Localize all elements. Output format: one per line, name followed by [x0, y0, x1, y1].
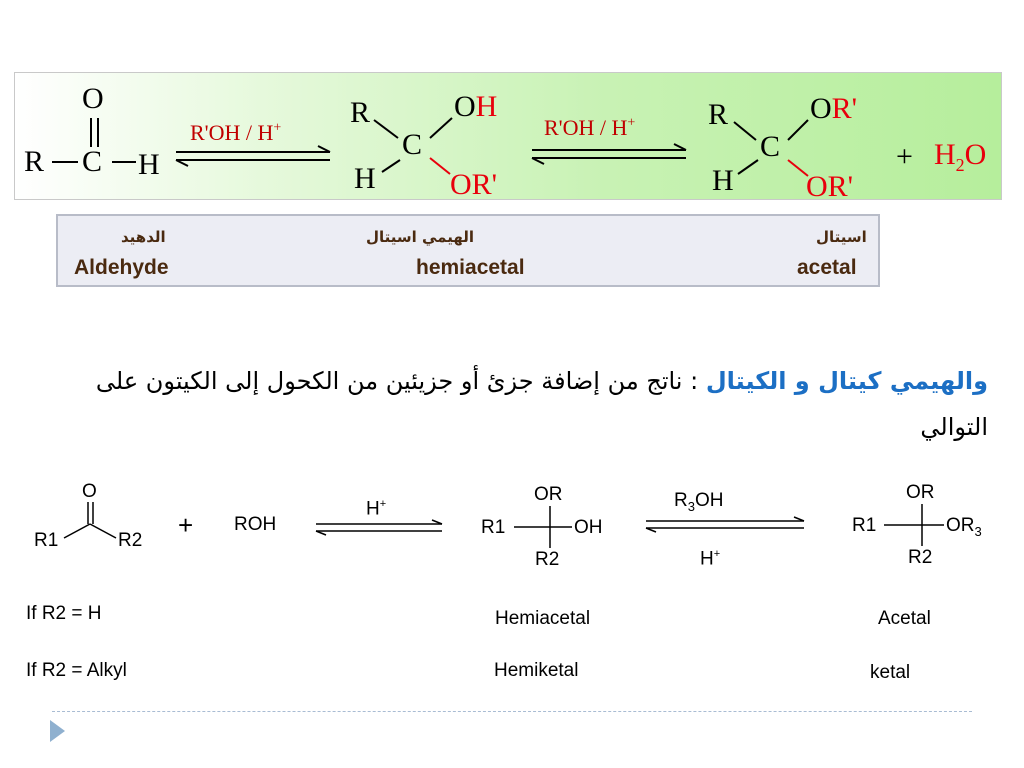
label-acetal: Acetal: [878, 608, 931, 629]
acetal-h: H: [712, 164, 734, 197]
hemiacetal-h: H: [354, 162, 376, 195]
bottom-plus-sign: +: [178, 510, 194, 540]
condition-r2-h: If R2 = H: [26, 603, 102, 624]
bottom-condition-2-bottom: H+: [700, 548, 721, 570]
hemi-r2: R2: [535, 549, 560, 570]
top-condition-1: R'OH / H+: [190, 120, 282, 145]
bottom-condition-1: H+: [366, 498, 387, 520]
acetal-or-prime: OR': [810, 92, 858, 125]
aldehyde-name-english: Aldehyde: [74, 256, 169, 279]
hemiacetal-carbon: C: [402, 128, 423, 161]
acetal-name-arabic: اسيتال: [816, 228, 867, 246]
acetal-bottom-or3: $OR_3$: [946, 515, 982, 539]
top-plus-sign: +: [896, 140, 913, 173]
bottom-condition-2-top: $R_3OH$: [674, 490, 724, 514]
hemi-or: OR: [534, 484, 563, 505]
acetal-name-english: acetal: [797, 256, 857, 279]
condition-r2-alkyl: If R2 = Alkyl: [26, 660, 127, 681]
footer-divider: [52, 711, 972, 712]
slide-bullet-icon: [50, 720, 65, 742]
ketone-r1: R1: [34, 530, 59, 551]
acetal-r: R: [708, 98, 729, 131]
aldehyde-r: R: [24, 145, 45, 178]
definition-term: والهيمي كيتال و الكيتال: [705, 367, 988, 395]
hemiacetal-name-arabic: الهيمي اسيتال: [366, 228, 475, 246]
definition-body: : ناتج من إضافة جزئ أو جزيئين من الكحول إلى الكيتون على التوالي: [95, 367, 988, 441]
alcohol-roh: ROH: [234, 514, 277, 535]
top-condition-2: R'OH / H+: [544, 115, 636, 140]
aldehyde-name-arabic: الدهيد: [121, 228, 166, 246]
hemiacetal-name-english: hemiacetal: [416, 256, 525, 279]
hemiacetal-r: R: [350, 96, 371, 129]
acetal-carbon: C: [760, 130, 781, 163]
aldehyde-h: H: [138, 148, 160, 181]
label-ketal: ketal: [870, 662, 911, 683]
water-formula: $H_2O$: [934, 138, 987, 175]
acetal-bottom-r1: R1: [852, 515, 877, 536]
aldehyde-oxygen: O: [82, 82, 104, 115]
acetal-bottom-r2: R2: [908, 547, 933, 568]
hemi-oh: OH: [574, 517, 603, 538]
ketone-r2: R2: [118, 530, 143, 551]
acetal-bottom-or: OR: [906, 482, 935, 503]
ketone-oxygen: O: [82, 481, 97, 502]
label-hemiketal: Hemiketal: [494, 660, 579, 681]
hemiacetal-or: OR': [450, 168, 498, 201]
acetal-or: OR': [806, 170, 854, 203]
hemiacetal-oh: OH: [454, 90, 498, 123]
hemi-r1: R1: [481, 517, 506, 538]
aldehyde-carbon: C: [82, 145, 103, 178]
label-hemiacetal: Hemiacetal: [495, 608, 591, 629]
